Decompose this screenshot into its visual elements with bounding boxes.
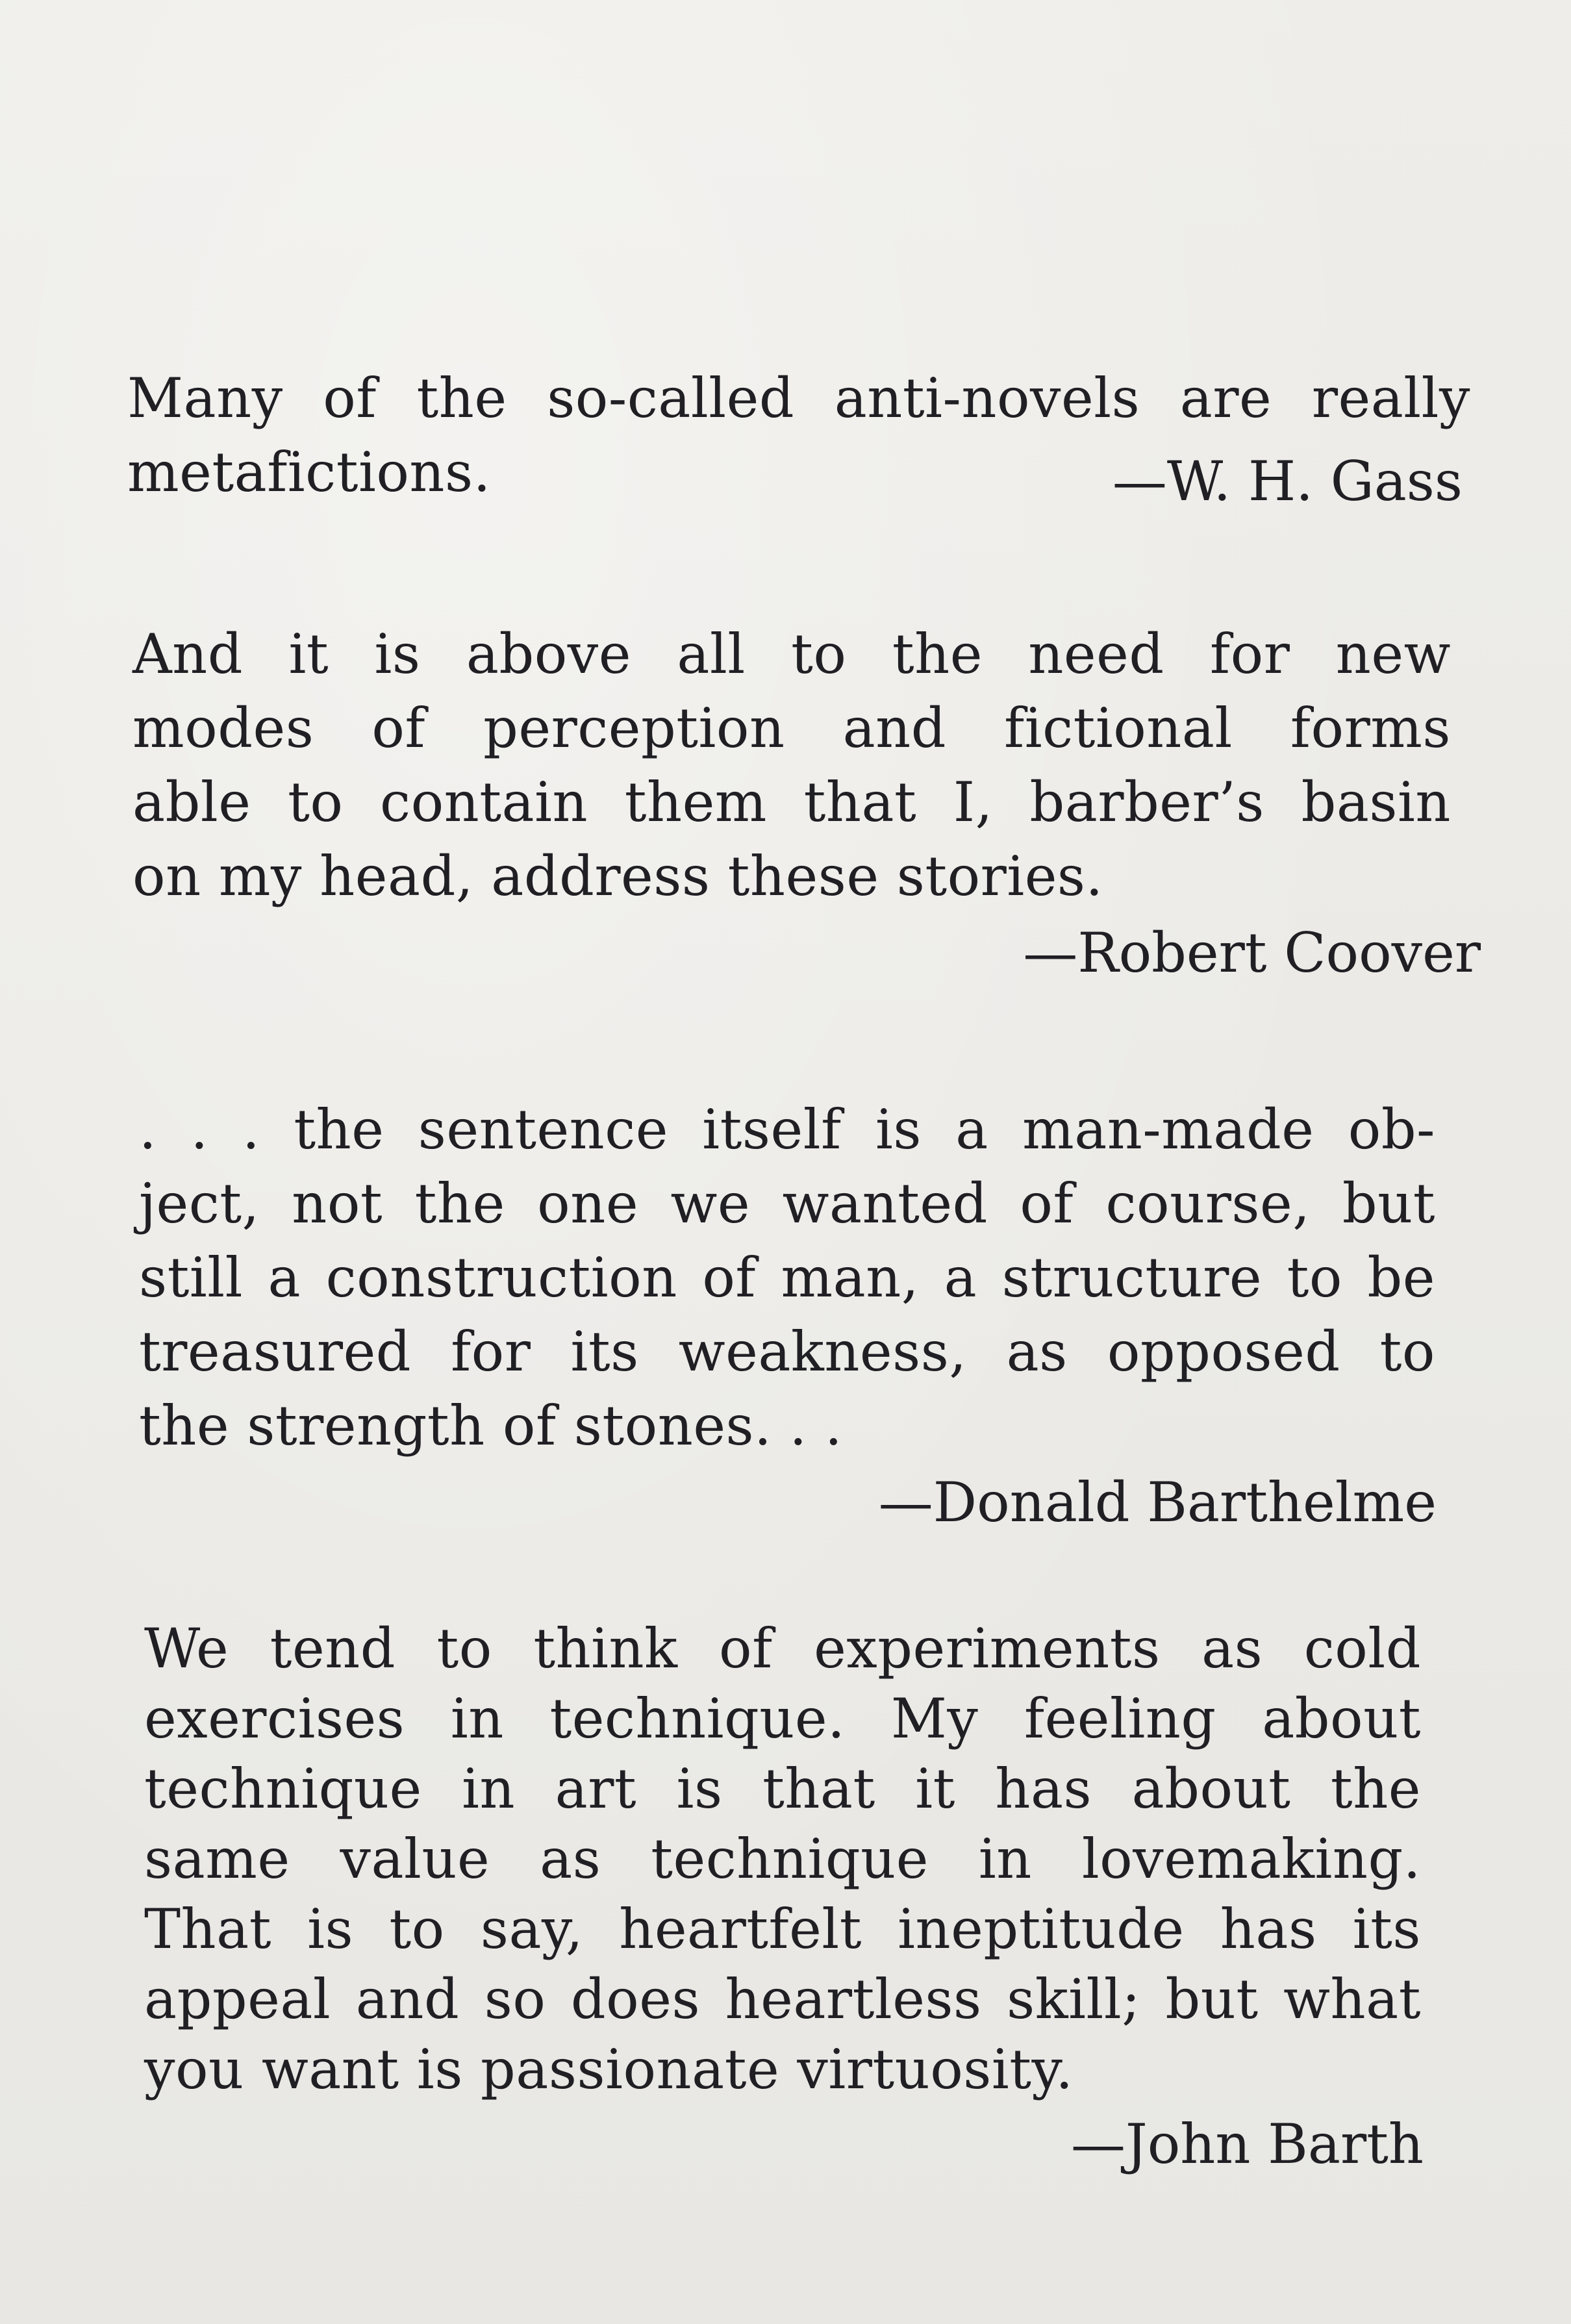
quote-line: metafictions. (127, 440, 491, 504)
quote-line: the strength of stones. . . (139, 1394, 843, 1458)
quote-line: And it is above all to the need for new (132, 622, 1451, 686)
quote-line: technique in art is that it has about the (144, 1757, 1421, 1821)
quote-line: appeal and so does heartless skill; but what (144, 1967, 1421, 2031)
quote-attribution: —Robert Coover (1023, 921, 1481, 985)
quote-line: exercises in technique. My feeling about (144, 1687, 1421, 1750)
epigraph-barthelme (139, 1093, 1435, 1539)
quote-line: you want is passionate virtuosity. (144, 2038, 1074, 2101)
quote-attribution: —W. H. Gass (1112, 449, 1463, 513)
quote-line: That is to say, heartfelt ineptitude has its (144, 1897, 1421, 1961)
quote-line: Many of the so-called anti-novels are really (127, 366, 1470, 430)
quote-line: still a construction of man, a structure to be (139, 1246, 1435, 1309)
quote-line: same value as technique in lovemaking. (144, 1827, 1421, 1891)
quote-line: able to contain them that I, barber’s basin (132, 770, 1451, 834)
epigraph-coover (132, 617, 1481, 990)
quote-attribution: —Donald Barthelme (878, 1471, 1437, 1534)
quote-line: ject, not the one we wanted of course, but (139, 1172, 1435, 1235)
quote-line: We tend to think of experiments as cold (144, 1617, 1421, 1680)
quote-line: modes of perception and fictional forms (132, 696, 1451, 760)
epigraph-barth (144, 1613, 1424, 2181)
quote-line: . . . the sentence itself is a man-made ob- (139, 1098, 1435, 1161)
quote-line: on my head, address these stories. (132, 844, 1103, 908)
quote-line: treasured for its weakness, as opposed to (139, 1320, 1435, 1383)
quote-attribution: —John Barth (1071, 2112, 1424, 2176)
epigraph-gass (127, 361, 1470, 513)
